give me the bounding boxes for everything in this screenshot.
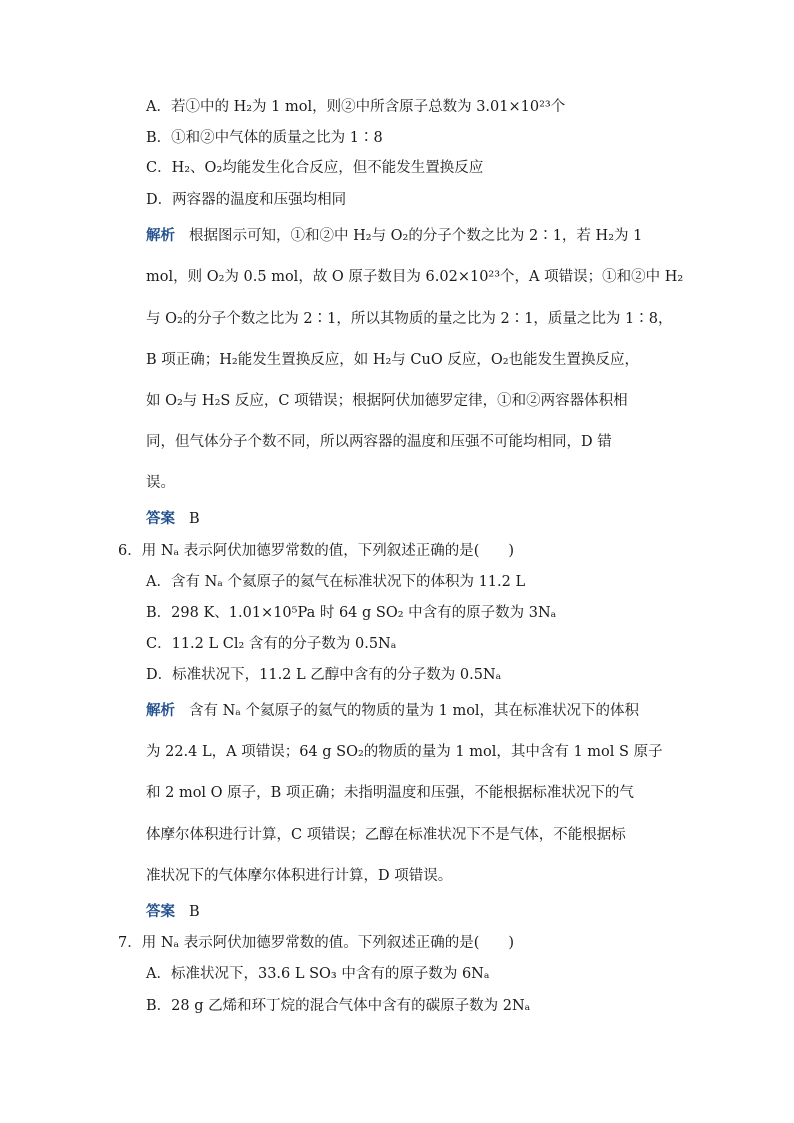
q6-analysis-line: 和 2 mol O 原子，B 项正确；未指明温度和压强，不能根据标准状况下的气 bbox=[146, 785, 634, 801]
q5-analysis-line: 与 O₂的分子个数之比为 2∶1，所以其物质的量之比为 2∶1，质量之比为 1∶8， bbox=[146, 311, 673, 327]
q5-analysis-line: 同，但气体分子个数不同，所以两容器的温度和压强不可能均相同，D 错 bbox=[146, 434, 612, 450]
q6-analysis-line: 为 22.4 L，A 项错误；64 g SO₂的物质的量为 1 mol，其中含有 1 mol S 原子 bbox=[146, 744, 663, 760]
q5-analysis-line: 如 O₂与 H₂S 反应，C 项错误；根据阿伏加德罗定律，①和②两容器体积相 bbox=[146, 393, 628, 409]
analysis-text: 含有 Nₐ 个氦原子的氦气的物质的量为 1 mol，其在标准状况下的体积 bbox=[189, 703, 640, 719]
answer-value: B bbox=[189, 511, 200, 527]
q6-stem: 6．用 Nₐ 表示阿伏加德罗常数的值，下列叙述正确的是( ) bbox=[118, 543, 515, 559]
q6-answer bbox=[146, 902, 200, 922]
q5-option-d: D．两容器的温度和压强均相同 bbox=[146, 192, 347, 208]
q5-answer bbox=[146, 509, 200, 529]
q5-option-b: B．①和②中气体的质量之比为 1∶8 bbox=[146, 130, 383, 146]
analysis-text: 根据图示可知，①和②中 H₂与 O₂的分子个数之比为 2∶1，若 H₂为 1 bbox=[189, 228, 643, 244]
answer-label: 答案 bbox=[146, 903, 175, 920]
q6-analysis-line: 体摩尔体积进行计算，C 项错误；乙醇在标准状况下不是气体，不能根据标 bbox=[146, 827, 626, 843]
answer-value: B bbox=[189, 904, 200, 920]
q7-stem: 7．用 Nₐ 表示阿伏加德罗常数的值。下列叙述正确的是( ) bbox=[118, 935, 515, 951]
q6-option-d: D．标准状况下，11.2 L 乙醇中含有的分子数为 0.5Nₐ bbox=[146, 667, 502, 683]
q6-analysis-line bbox=[146, 701, 639, 721]
q5-analysis-line: 误。 bbox=[146, 475, 175, 491]
q6-option-a: A．含有 Nₐ 个氦原子的氦气在标准状况下的体积为 11.2 L bbox=[146, 574, 526, 590]
q5-analysis-line: B 项正确；H₂能发生置换反应，如 H₂与 CuO 反应，O₂也能发生置换反应， bbox=[146, 352, 640, 368]
q7-option-a: A．标准状况下，33.6 L SO₃ 中含有的原子数为 6Nₐ bbox=[146, 966, 490, 982]
q6-option-b: B．298 K、1.01×10⁵Pa 时 64 g SO₂ 中含有的原子数为 3Nₐ bbox=[146, 605, 557, 621]
analysis-label: 解析 bbox=[146, 227, 175, 244]
q5-analysis-line: mol，则 O₂为 0.5 mol，故 O 原子数目为 6.02×10²³个，A 项错误；①和②中 H₂ bbox=[146, 269, 684, 285]
q5-analysis-line bbox=[146, 226, 642, 246]
answer-label: 答案 bbox=[146, 510, 175, 527]
q5-option-c: C．H₂、O₂均能发生化合反应，但不能发生置换反应 bbox=[146, 160, 484, 176]
q6-option-c: C．11.2 L Cl₂ 含有的分子数为 0.5Nₐ bbox=[146, 636, 397, 652]
q6-analysis-line: 准状况下的气体摩尔体积进行计算，D 项错误。 bbox=[146, 868, 453, 884]
q7-option-b: B．28 g 乙烯和环丁烷的混合气体中含有的碳原子数为 2Nₐ bbox=[146, 998, 531, 1014]
analysis-label: 解析 bbox=[146, 702, 175, 719]
q5-option-a: A．若①中的 H₂为 1 mol，则②中所含原子总数为 3.01×10²³个 bbox=[146, 99, 566, 115]
